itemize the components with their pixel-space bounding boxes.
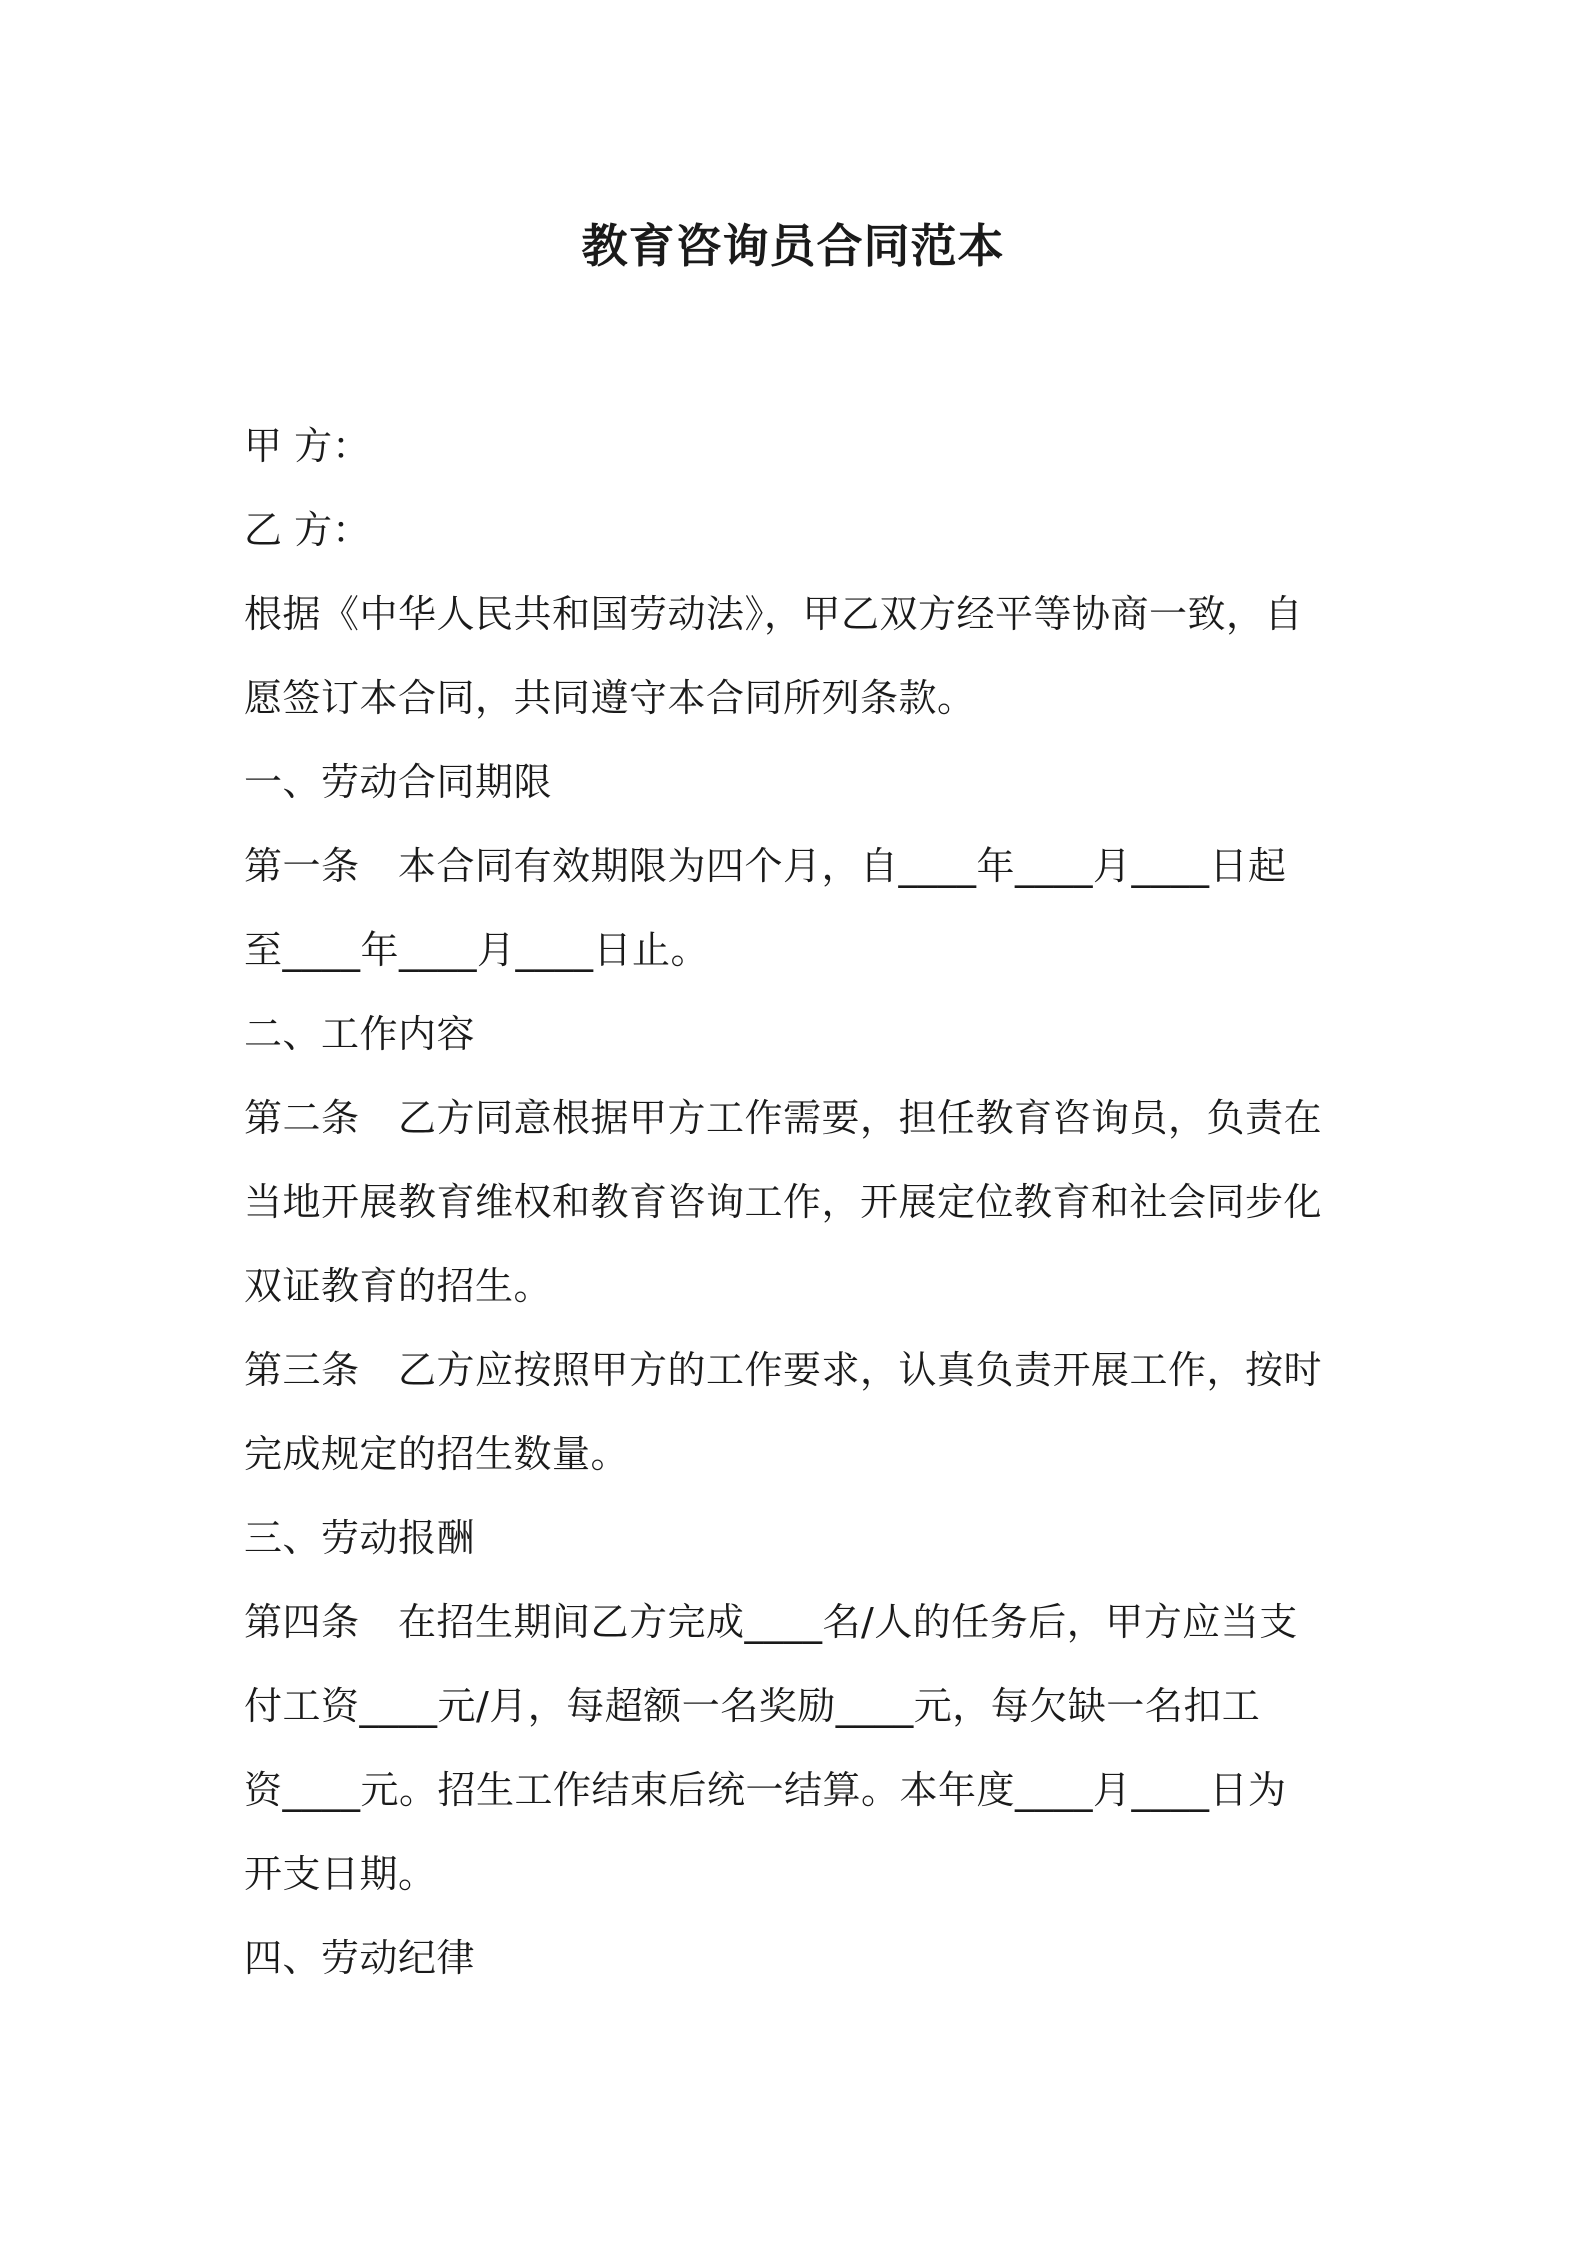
section-heading-pay: 三、劳动报酬 xyxy=(244,1516,476,1560)
clause-3-line-2: 完成规定的招生数量。 xyxy=(244,1432,630,1476)
document-body xyxy=(244,404,1364,2000)
section-heading-term: 一、劳动合同期限 xyxy=(244,760,553,804)
preamble-line-1: 根据《中华人民共和国劳动法》，甲乙双方经平等协商一致，自 xyxy=(244,592,1304,636)
preamble-line-2: 愿签订本合同，共同遵守本合同所列条款。 xyxy=(244,676,976,720)
party-a-line: 甲 方： xyxy=(244,424,371,468)
clause-3-line-1: 第三条 乙方应按照甲方的工作要求，认真负责开展工作，按时 xyxy=(244,1348,1323,1392)
clause-4-line-4: 开支日期。 xyxy=(244,1852,437,1896)
clause-4-line-2: 付工资____元/月，每超额一名奖励____元，每欠缺一名扣工 xyxy=(244,1684,1261,1728)
section-heading-content: 二、工作内容 xyxy=(244,1012,476,1056)
clause-2-line-2: 当地开展教育维权和教育咨询工作，开展定位教育和社会同步化 xyxy=(244,1180,1323,1224)
clause-2-line-1: 第二条 乙方同意根据甲方工作需要，担任教育咨询员，负责在 xyxy=(244,1096,1323,1140)
clause-4-line-1: 第四条 在招生期间乙方完成____名/人的任务后，甲方应当支 xyxy=(244,1600,1298,1644)
party-b-line: 乙 方： xyxy=(244,508,371,552)
clause-2-line-3: 双证教育的招生。 xyxy=(244,1264,553,1308)
clause-4-line-3: 资____元。招生工作结束后统一结算。本年度____月____日为 xyxy=(244,1768,1287,1812)
clause-1-line-2: 至____年____月____日止。 xyxy=(244,928,710,972)
document-title: 教育咨询员合同范本 xyxy=(581,219,1005,273)
section-heading-discipline: 四、劳动纪律 xyxy=(244,1936,476,1980)
clause-1-line-1: 第一条 本合同有效期限为四个月，自____年____月____日起 xyxy=(244,844,1287,888)
